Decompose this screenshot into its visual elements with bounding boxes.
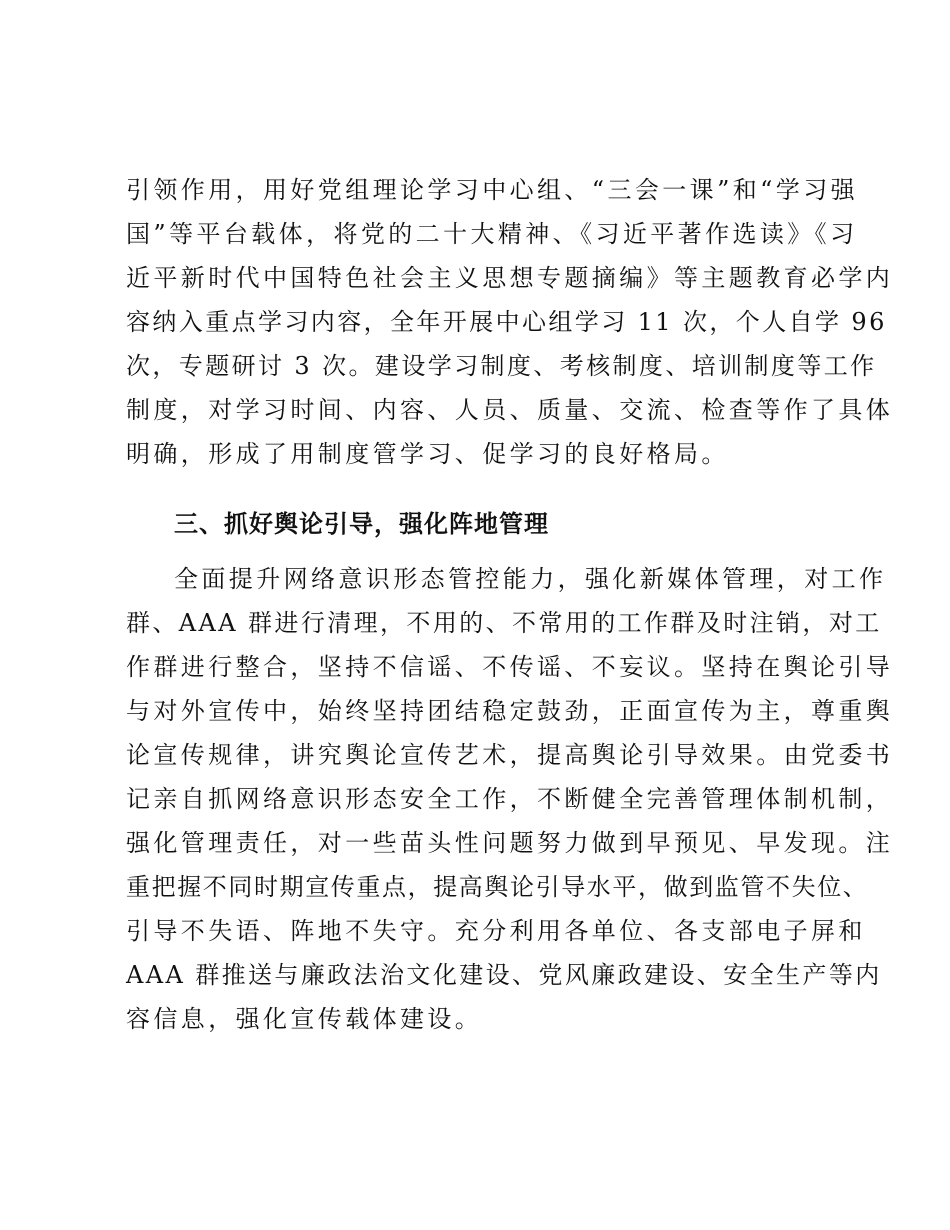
paragraph-line: AAA 群推送与廉政法治文化建设、党风廉政建设、安全生产等内 xyxy=(126,961,882,989)
paragraph-public-opinion xyxy=(126,557,894,1041)
section-three-heading-block xyxy=(126,502,838,546)
paragraph-line: 作群进行整合，坚持不信谣、不传谣、不妄议。坚持在舆论引导 xyxy=(126,653,894,681)
paragraph-line: 明确，形成了用制度管学习、促学习的良好格局。 xyxy=(126,440,729,468)
paragraph-line: 次，专题研讨 3 次。建设学习制度、考核制度、培训制度等工作 xyxy=(126,352,877,380)
paragraph-line: 近平新时代中国特色社会主义思想专题摘编》等主题教育必学内 xyxy=(126,264,894,292)
paragraph-line: 容信息，强化宣传载体建设。 xyxy=(126,1005,483,1033)
paragraph-line: 制度，对学习时间、内容、人员、质量、交流、检查等作了具体 xyxy=(126,396,894,424)
paragraph-line: 强化管理责任，对一些苗头性问题努力做到早预见、早发现。注 xyxy=(126,829,894,857)
paragraph-line: 论宣传规律，讲究舆论宣传艺术，提高舆论引导效果。由党委书 xyxy=(126,741,894,769)
paragraph-line: 引领作用，用好党组理论学习中心组、“三会一课”和“学习强 xyxy=(126,176,859,204)
paragraph-study-system xyxy=(126,168,894,476)
section-heading: 三、抓好舆论引导，强化阵地管理 xyxy=(174,509,549,538)
paragraph-line: 容纳入重点学习内容，全年开展中心组学习 11 次，个人自学 96 xyxy=(126,308,887,336)
paragraph-line: 引导不失语、阵地不失守。充分利用各单位、各支部电子屏和 xyxy=(126,917,866,945)
paragraph-line: 与对外宣传中，始终坚持团结稳定鼓劲，正面宣传为主，尊重舆 xyxy=(126,697,894,725)
paragraph-line: 重把握不同时期宣传重点，提高舆论引导水平，做到监管不失位、 xyxy=(126,873,869,901)
paragraph-line: 全面提升网络意识形态管控能力，强化新媒体管理，对工作 xyxy=(174,565,887,593)
paragraph-line: 群、AAA 群进行清理，不用的、不常用的工作群及时注销，对工 xyxy=(126,609,882,637)
paragraph-line: 国”等平台载体，将党的二十大精神、《习近平著作选读》《习 xyxy=(126,220,858,248)
paragraph-line: 记亲自抓网络意识形态安全工作，不断健全完善管理体制机制， xyxy=(126,785,894,813)
